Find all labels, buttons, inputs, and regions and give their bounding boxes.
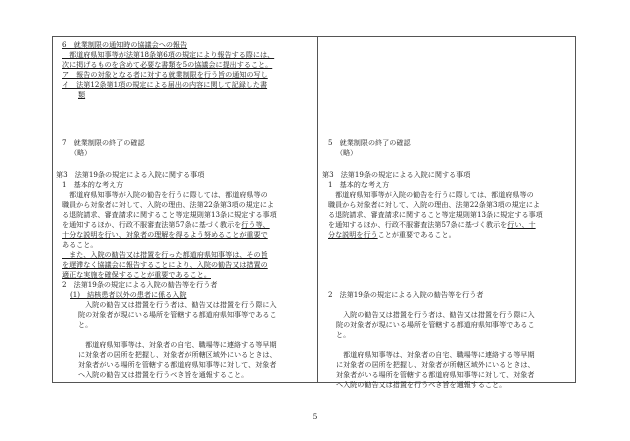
part-3-2-title: 2 法第19条の規定による入院の勧告等を行う者: [328, 290, 484, 299]
paragraph-text: を通知するほか、行政不服審査法第57条に基づく教示を: [62, 220, 242, 229]
paragraph-line: る退院請求、審査請求に関すること等定規則第13条に規定する事項: [328, 210, 543, 219]
paragraph-line: 入院の勧告又は措置を行う者は、勧告又は措置を行う際に入: [336, 310, 535, 319]
paragraph-line: 職員から対象者に対して、入院の理由、法第22条第3項の規定によ: [328, 200, 541, 209]
paragraph-line: と。: [78, 320, 93, 329]
paragraph-line: 都道府県知事等は、対象者の自宅、職場等に連絡する等早期: [336, 350, 535, 359]
section-5-body: （略）: [336, 148, 358, 157]
section-6-line: 次に掲げるものを含めて必要な書類を5の協議会に提出すること。: [62, 60, 273, 69]
paragraph-line: [328, 220, 536, 230]
underlined-text: 行い、十: [507, 220, 536, 229]
paragraph-line: 院の対象者が現にいる場所を管轄する都道府県知事等であるこ: [78, 310, 277, 319]
underlined-line: 適正な実施を確保することが重要であること。: [62, 270, 211, 279]
section-6-item-b-cont: 類: [78, 90, 86, 99]
part-3-title: 第3 法第19条の規定による入院に関する事項: [56, 170, 205, 179]
underlined-line: また、入院の勧告又は措置を行った都道府県知事等は、その旨: [62, 250, 268, 259]
paragraph-line: へ入院の勧告又は措置を行うべき旨を通報すること。: [78, 370, 249, 379]
part-3-title: 第3 法第19条の規定による入院に関する事項: [322, 170, 471, 179]
section-6-title: 6 就業制限の通知時の協議会への報告: [62, 40, 188, 49]
part-3-2-title: 2 法第19条の規定による入院の勧告等を行う者: [62, 280, 218, 289]
section-6-item-b: イ 法第12条第1項の規定による届出の内容に関して記録した書: [62, 80, 268, 89]
paragraph-line: に対象者の居所を把握し、対象者が所轄区域外にいるときは、: [78, 350, 277, 359]
paragraph-line: と。: [336, 330, 351, 339]
paragraph-line: [328, 230, 456, 240]
paragraph-line: 都道府県知事等が入院の勧告を行うに際しては、都道府県等の: [62, 190, 268, 199]
paragraph-line: 都道府県知事等は、対象者の自宅、職場等に連絡する等早期: [78, 340, 277, 349]
paragraph-line: る退院請求、審査請求に関すること等定規則第13条に規定する事項: [62, 210, 277, 219]
paragraph-line: 対象者がいる場所を管轄する都道府県知事等に対して、対象者: [78, 360, 277, 369]
underlined-line: を遅滞なく協議会に報告することにより、入院の勧告又は措置の: [62, 260, 268, 269]
section-7-body: （略）: [70, 148, 92, 157]
underlined-text: 分な説明を行う: [328, 230, 378, 239]
part-3-1-title: 1 基本的な考え方: [62, 180, 124, 189]
paragraph-line: あること。: [62, 240, 98, 249]
subsection-1-title: (1) 結核患者以外の患者に係る入院: [70, 290, 187, 299]
underlined-line: 十分な説明を行い、対象者の理解を得るよう努めることが重要で: [62, 230, 268, 239]
section-7-title: 7 就業制限の終了の確認: [62, 138, 145, 147]
page-number: 5: [312, 412, 318, 421]
underlined-text: 行う等、: [241, 220, 270, 229]
paragraph-line: 都道府県知事等が入院の勧告を行うに際しては、都道府県等の: [328, 190, 534, 199]
paragraph-line: 入院の勧告又は措置を行う者は、勧告又は措置を行う際に入: [78, 300, 277, 309]
paragraph-line: [62, 220, 270, 230]
paragraph-text: ことが重要であること。: [377, 230, 456, 239]
paragraph-line: に対象者の居所を把握し、対象者が所轄区域外にいるときは、: [336, 360, 535, 369]
paragraph-line: 対象者がいる場所を管轄する都道府県知事等に対して、対象者: [336, 370, 535, 379]
column-divider: [317, 36, 318, 383]
paragraph-line: 職員から対象者に対して、入院の理由、法第22条第3項の規定によ: [62, 200, 275, 209]
section-6-item-a: ア 報告の対象となる者に対する就業制限を行う旨の通知の写し: [62, 70, 268, 79]
paragraph-line: へ入院の勧告又は措置を行うべき旨を通報すること。: [336, 380, 507, 389]
paragraph-text: を通知するほか、行政不服審査法第57条に基づく教示を: [328, 220, 508, 229]
paragraph-line: 院の対象者が現にいる場所を管轄する都道府県知事等であるこ: [336, 320, 535, 329]
section-5-title: 5 就業制限の終了の確認: [328, 138, 411, 147]
part-3-1-title: 1 基本的な考え方: [328, 180, 390, 189]
section-6-line: 都道府県知事等が法第18条第6項の規定により報告する際には、: [62, 50, 275, 59]
